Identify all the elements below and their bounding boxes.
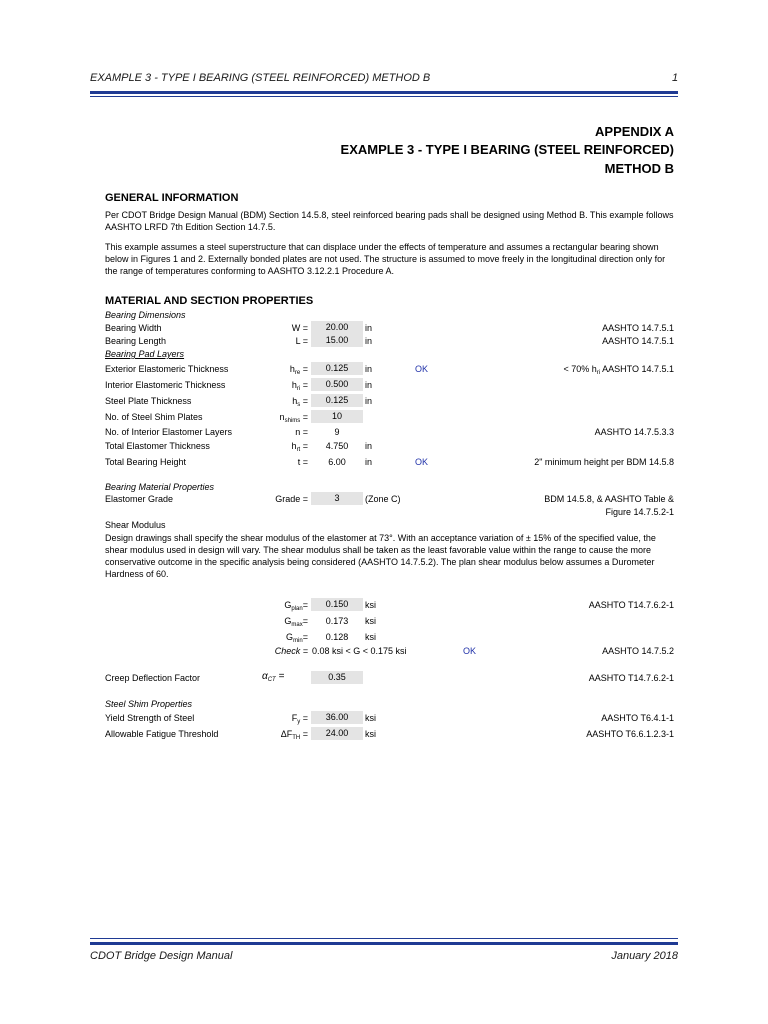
t-label: Total Bearing Height — [105, 457, 187, 467]
gplan-value: 0.150 — [311, 598, 363, 611]
gmax-symbol: $G_{max}=$ — [284, 616, 308, 628]
hre-ref: < 70% $h_{ri}$ AASHTO 14.7.5.1 — [563, 364, 674, 376]
gmax-value: 0.173 — [325, 616, 349, 626]
hre-status: OK — [415, 364, 429, 374]
width-ref: AASHTO 14.7.5.1 — [602, 323, 674, 333]
hre-symbol: $h_{re}$ = — [289, 364, 308, 376]
example-title: EXAMPLE 3 - TYPE I BEARING (STEEL REINFORCED) — [340, 142, 674, 157]
gmax-unit: ksi — [365, 616, 376, 626]
length-symbol: L = — [295, 336, 308, 346]
general-paragraph-2: This example assumes a steel superstructure that can displace under the effects of temperature and assumes a rectangular bearing shown below in Figures 1 and 2. Externally bonded plates are not used. The structure is assumed to move freely in the longitudinal direction only for the range of temperatures conforming to AASHTO 3.12.2.1 Procedure A. — [105, 242, 666, 276]
hri-label: Interior Elastomeric Thickness — [105, 380, 226, 390]
hri-value: 0.500 — [311, 378, 363, 391]
t-status: OK — [415, 457, 429, 467]
page-number: 1 — [672, 72, 679, 84]
material-heading: MATERIAL AND SECTION PROPERTIES — [105, 295, 314, 307]
hre-label: Exterior Elastomeric Thickness — [105, 364, 229, 374]
check-expression: 0.08 ksi < G < 0.175 ksi — [312, 646, 407, 656]
appendix-title: APPENDIX A — [595, 124, 674, 139]
hrt-unit: in — [365, 441, 373, 451]
dims-heading: Bearing Dimensions — [105, 310, 186, 320]
footer-rule-thin — [90, 938, 678, 939]
gmin-symbol: $G_{min}=$ — [286, 632, 308, 644]
check-label: Check = — [274, 646, 308, 656]
fy-ref: AASHTO T6.4.1-1 — [601, 713, 674, 723]
length-value: 15.00 — [311, 334, 363, 347]
fy-symbol: $F_y$ = — [291, 713, 308, 725]
hs-value: 0.125 — [311, 394, 363, 407]
dfth-value: 24.00 — [311, 727, 363, 740]
hs-unit: in — [365, 396, 373, 406]
layers-heading: Bearing Pad Layers — [105, 349, 185, 359]
props-heading: Bearing Material Properties — [105, 482, 215, 492]
gmin-unit: ksi — [365, 632, 376, 642]
hre-unit: in — [365, 364, 373, 374]
shear-paragraph: Design drawings shall specify the shear modulus of the elastomer at 73°. With an acceptance variation of ± 15% of the specified value, the shear modulus used in design will vary. The shear modulus shall be taken as the least favorable value within the range to cause the more conservative outcome in the specific analysis being considered (AASHTO 14.7.5.2). The plan shear modulus below assumes a Durometer Hardness of 60. — [105, 533, 656, 579]
hrt-symbol: $h_{rt}$ = — [291, 441, 308, 453]
t-symbol: t = — [297, 457, 308, 467]
length-label: Bearing Length — [105, 336, 167, 346]
creep-value: 0.35 — [311, 671, 363, 684]
hs-symbol: $h_s$ = — [292, 396, 308, 408]
check-ref: AASHTO 14.7.5.2 — [602, 646, 674, 656]
creep-label: Creep Deflection Factor — [105, 673, 201, 683]
gmin-value: 0.128 — [325, 632, 349, 642]
shear-heading: Shear Modulus — [105, 520, 166, 530]
length-ref: AASHTO 14.7.5.1 — [602, 336, 674, 346]
grade-ref-2: Figure 14.7.5.2-1 — [605, 507, 674, 517]
header-rule — [90, 91, 678, 94]
grade-ref-1: BDM 14.5.8, & AASHTO Table & — [544, 494, 674, 504]
hs-label: Steel Plate Thickness — [105, 396, 192, 406]
hrt-label: Total Elastomer Thickness — [105, 441, 210, 451]
creep-symbol: $\alpha_{CT}$ = — [262, 671, 285, 683]
check-status: OK — [463, 646, 477, 656]
grade-label: Elastomer Grade — [105, 494, 174, 504]
n-value: 9 — [334, 427, 340, 437]
gplan-ref: AASHTO T14.7.6.2-1 — [588, 600, 674, 610]
footer-left: CDOT Bridge Design Manual — [90, 950, 233, 962]
t-ref: 2" minimum height per BDM 14.5.8 — [534, 457, 674, 467]
general-paragraph-1: Per CDOT Bridge Design Manual (BDM) Section 14.5.8, steel reinforced bearing pads shall be designed using Method B. This example follows AASHTO LRFD 7th Edition Section 14.7.5. — [105, 210, 674, 232]
t-value: 6.00 — [328, 457, 346, 467]
page-header-title: EXAMPLE 3 - TYPE I BEARING (STEEL REINFORCED) METHOD B — [90, 72, 431, 84]
gplan-unit: ksi — [365, 600, 376, 610]
hrt-value: 4.750 — [325, 441, 349, 451]
hri-symbol: $h_{ri}$ = — [291, 380, 308, 392]
n-ref: AASHTO 14.7.5.3.3 — [594, 427, 674, 437]
gplan-symbol: $G_{plan}=$ — [284, 600, 308, 612]
t-unit: in — [365, 457, 373, 467]
fy-unit: ksi — [365, 713, 376, 723]
hre-value: 0.125 — [311, 362, 363, 375]
dfth-ref: AASHTO T6.6.1.2.3-1 — [586, 729, 674, 739]
n-symbol: n = — [295, 427, 308, 437]
dfth-label: Allowable Fatigue Threshold — [105, 729, 219, 739]
dfth-unit: ksi — [365, 729, 376, 739]
shim-heading: Steel Shim Properties — [105, 699, 193, 709]
hri-unit: in — [365, 380, 373, 390]
n-label: No. of Interior Elastomer Layers — [105, 427, 233, 437]
width-value: 20.00 — [311, 321, 363, 334]
width-unit: in — [365, 323, 373, 333]
footer-rule — [90, 942, 678, 945]
fy-value: 36.00 — [311, 711, 363, 724]
creep-ref: AASHTO T14.7.6.2-1 — [588, 673, 674, 683]
header-rule-thin — [90, 96, 678, 97]
general-heading: GENERAL INFORMATION — [105, 192, 239, 204]
method-title: METHOD B — [604, 161, 674, 176]
grade-symbol: Grade = — [275, 494, 308, 504]
grade-zone: (Zone C) — [365, 494, 401, 504]
length-unit: in — [365, 336, 373, 346]
grade-value: 3 — [311, 492, 363, 505]
width-label: Bearing Width — [105, 323, 162, 333]
footer-date: January 2018 — [611, 950, 678, 962]
nshims-symbol: $n_{shims}$ = — [279, 412, 308, 424]
fy-label: Yield Strength of Steel — [105, 713, 195, 723]
dfth-symbol: $\Delta F_{TH}$ = — [280, 729, 308, 741]
width-symbol: W = — [291, 323, 308, 333]
nshims-value: 10 — [311, 410, 363, 423]
nshims-label: No. of Steel Shim Plates — [105, 412, 203, 422]
